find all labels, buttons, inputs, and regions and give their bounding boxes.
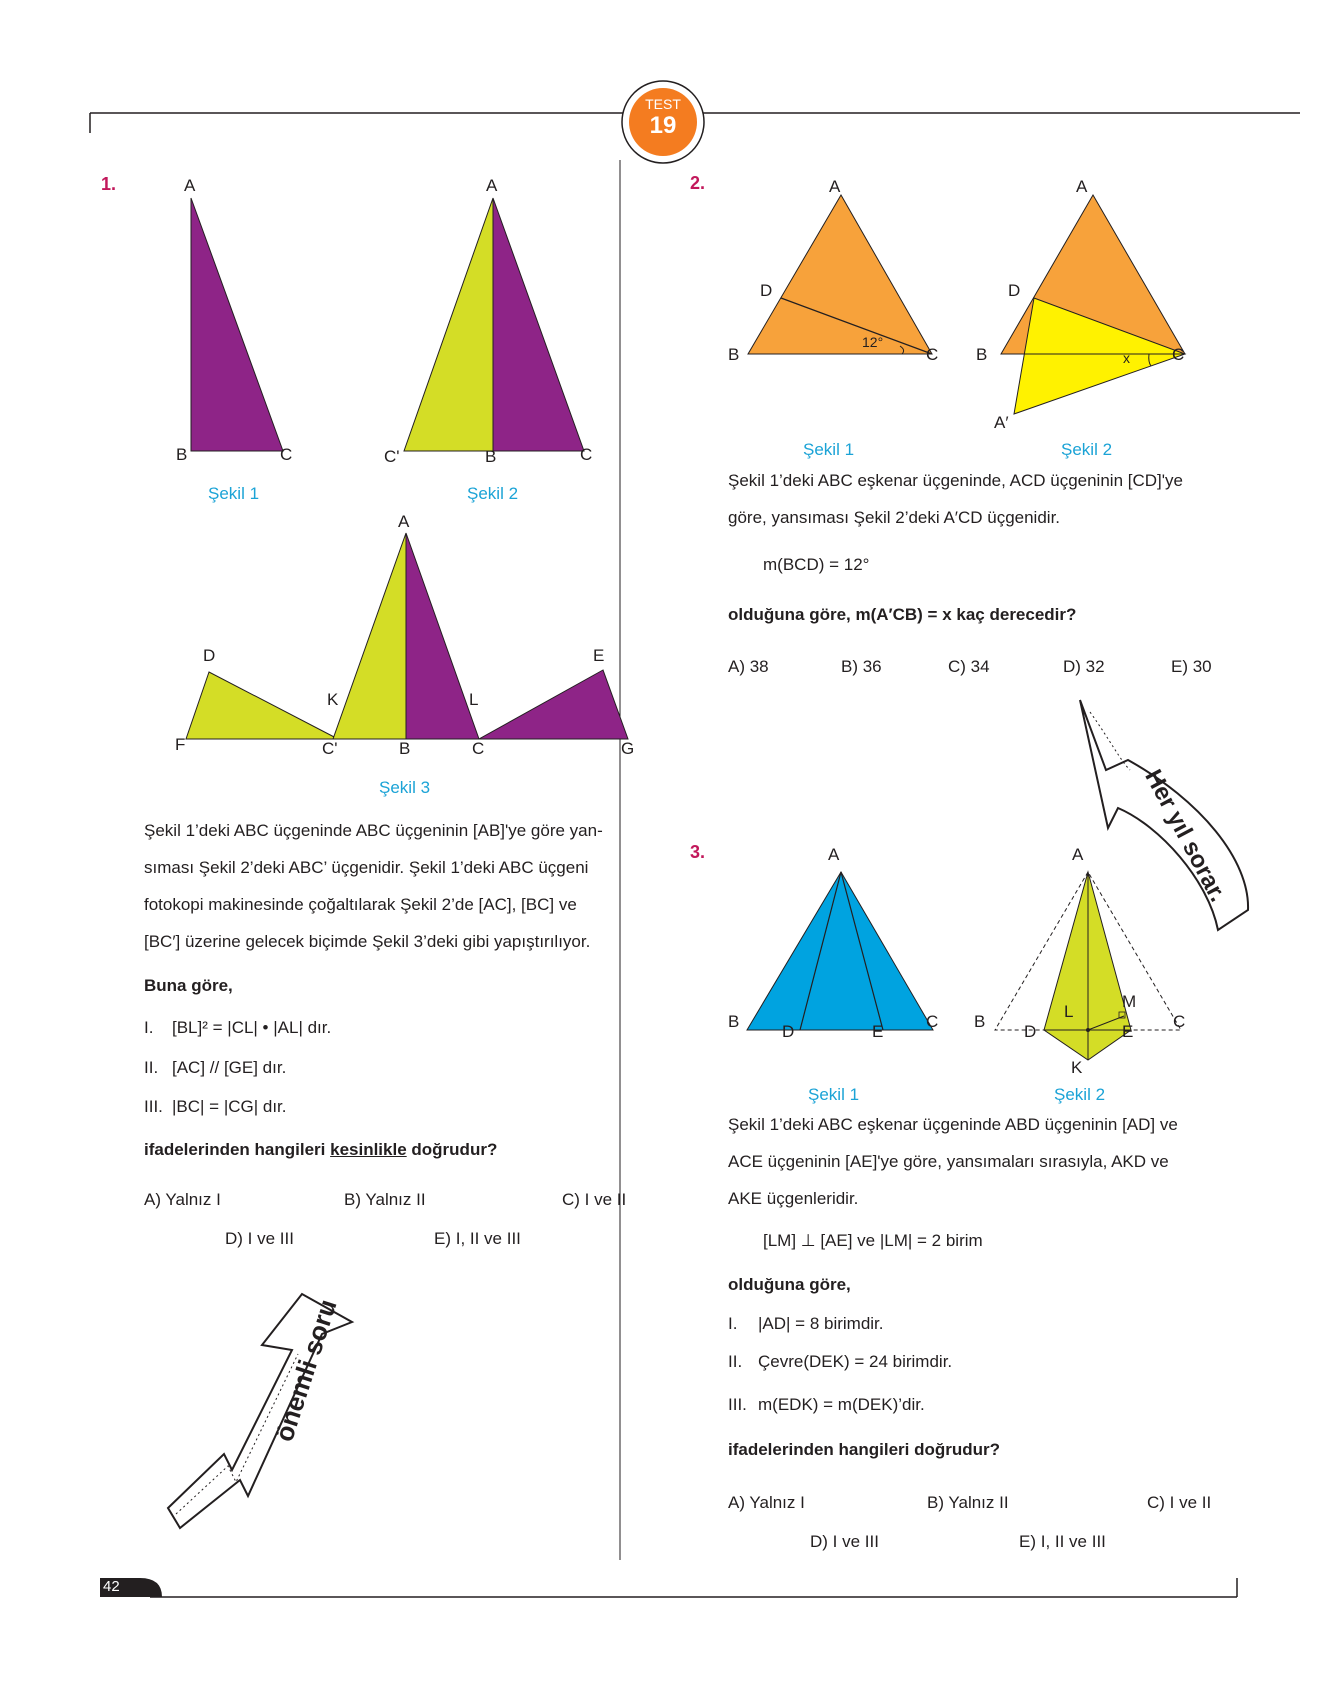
q2-option-a[interactable]: A) 38 [728, 657, 769, 676]
q2-text-line: göre, yansıması Şekil 2’deki A′CD üçgenidir. [728, 508, 1061, 527]
q2-given: m(BCD) = 12° [763, 555, 870, 574]
q1-question-pre: ifadelerinden hangileri [144, 1140, 326, 1159]
q1-statement-text: [AC] // [GE] dır. [172, 1058, 287, 1077]
q2-fig1-triangle [748, 195, 932, 354]
q1-fig3-label-k: K [327, 690, 339, 709]
q1-fig3-label-c: C [472, 739, 485, 758]
q1-text-line: Şekil 1’deki ABC üçgeninde ABC üçgeninin [AB]'ye göre yan- [144, 821, 603, 840]
q1-fig3-label-g: G [621, 739, 635, 758]
q2-fig2-label-ap: A′ [994, 413, 1009, 432]
q3-statement-roman: II. [728, 1352, 743, 1371]
q1-fig3-label-cp: C' [322, 739, 338, 758]
q3-statement-text: m(EDK) = m(DEK)’dir. [758, 1395, 925, 1414]
q3-fig1-label-b: B [728, 1012, 740, 1031]
q1-fig3-left-wing [186, 672, 338, 739]
q3-statement-text: Çevre(DEK) = 24 birimdir. [758, 1352, 953, 1371]
q1-statement-roman: III. [144, 1097, 163, 1116]
q1-paragraph [144, 812, 628, 960]
q2-fig1-caption: Şekil 1 [803, 440, 855, 459]
q1-statement-roman: II. [144, 1058, 159, 1077]
q2-fig2-label-b: B [976, 345, 988, 364]
q1-fig1-label-c: C [280, 445, 293, 464]
q1-statement-roman: I. [144, 1018, 154, 1037]
q2-badge-text: Her yıl sorar. [1139, 765, 1232, 907]
q1-fig1-label-a: A [184, 176, 196, 195]
q1-question-post: doğrudur? [411, 1140, 498, 1159]
q1-option-e[interactable]: E) I, II ve III [434, 1229, 521, 1248]
q1-option-b[interactable]: B) Yalnız II [344, 1190, 426, 1209]
q2-paragraph [728, 462, 1214, 536]
q3-fig2-label-d: D [1024, 1022, 1037, 1041]
q3-olduguna: olduğuna göre, [728, 1275, 851, 1294]
q3-number: 3. [690, 842, 706, 862]
q3-fig2-label-e: E [1122, 1022, 1134, 1041]
q1-fig2-label-c: C [580, 445, 593, 464]
q2-option-e[interactable]: E) 30 [1171, 657, 1212, 676]
q2-question: olduğuna göre, m(A′CB) = x kaç derecedir? [728, 605, 1077, 624]
test-number: 19 [649, 112, 677, 139]
q1-option-c[interactable]: C) I ve II [562, 1190, 627, 1209]
q2-option-d[interactable]: D) 32 [1063, 657, 1105, 676]
q3-fig1-triangle [747, 872, 933, 1030]
q3-paragraph [728, 1106, 1214, 1217]
q1-text-line: [BC′] üzerine gelecek biçimde Şekil 3’deki gibi yapıştırılıyor. [144, 932, 591, 951]
q1-fig3-right-wing [479, 670, 628, 739]
q3-statement-roman: I. [728, 1314, 738, 1333]
q3-fig2-label-l: L [1064, 1002, 1074, 1021]
q3-text-line: ACE üçgeninin [AE]'ye göre, yansımaları sırasıyla, AKD ve [728, 1152, 1169, 1171]
q3-fig2-point-l [1086, 1028, 1090, 1032]
q2-fig2-label-d: D [1008, 281, 1021, 300]
q1-text-line: sıması Şekil 2’deki ABC’ üçgenidir. Şekil 1’deki ABC üçgeni [144, 858, 589, 877]
q2-option-b[interactable]: B) 36 [841, 657, 882, 676]
q3-option-d[interactable]: D) I ve III [810, 1532, 879, 1551]
q1-statement-text: |BC| = |CG| dır. [172, 1097, 287, 1116]
q1-fig2-caption: Şekil 2 [467, 484, 519, 503]
q2-fig1-label-d: D [760, 281, 773, 300]
q2-option-c[interactable]: C) 34 [948, 657, 990, 676]
q1-option-a[interactable]: A) Yalnız I [144, 1190, 221, 1209]
q3-fig2-label-c: C [1173, 1012, 1186, 1031]
q1-fig1-triangle [191, 198, 283, 451]
q1-buna-gore: Buna göre, [144, 976, 233, 995]
q3-option-e[interactable]: E) I, II ve III [1019, 1532, 1106, 1551]
q1-fig3-label-a: A [398, 512, 410, 531]
q3-option-c[interactable]: C) I ve II [1147, 1493, 1212, 1512]
q1-statement-text: [BL]² = |CL| • |AL| dır. [172, 1018, 332, 1037]
q2-fig2-caption: Şekil 2 [1061, 440, 1113, 459]
q3-option-a[interactable]: A) Yalnız I [728, 1493, 805, 1512]
q2-fig1-label-c: C [926, 345, 939, 364]
q1-question-emphasis: kesinlikle [330, 1140, 407, 1159]
q3-fig1-label-d: D [782, 1022, 795, 1041]
q1-fig1-label-b: B [176, 445, 188, 464]
q1-badge-text: önemli soru [268, 1295, 343, 1446]
q3-fig1-caption: Şekil 1 [808, 1085, 860, 1104]
q2-fig1-label-a: A [829, 177, 841, 196]
q1-number: 1. [101, 174, 117, 194]
q1-fig1-caption: Şekil 1 [208, 484, 260, 503]
q1-question [144, 1140, 497, 1160]
q3-question: ifadelerinden hangileri doğrudur? [728, 1440, 1001, 1459]
q3-text-line: AKE üçgenleridir. [728, 1189, 859, 1208]
q2-number: 2. [690, 173, 706, 193]
q3-given: [LM] ⊥ [AE] ve |LM| = 2 birim [763, 1231, 983, 1250]
q3-fig2-label-b: B [974, 1012, 986, 1031]
q1-fig3-label-f: F [175, 735, 186, 754]
q3-fig2-label-k: K [1071, 1058, 1083, 1077]
q2-text-line: Şekil 1’deki ABC eşkenar üçgeninde, ACD üçgeninin [CD]'ye [728, 471, 1183, 490]
q3-statement-roman: III. [728, 1395, 747, 1414]
q2-fig2-label-a: A [1076, 177, 1088, 196]
page-number: 42 [103, 1578, 120, 1595]
q1-fig3-caption: Şekil 3 [379, 778, 431, 797]
q1-fig3-label-d: D [203, 646, 216, 665]
test-label: TEST [645, 96, 681, 112]
q3-text-line: Şekil 1’deki ABC eşkenar üçgeninde ABD üçgeninin [AD] ve [728, 1115, 1178, 1134]
q1-text-line: fotokopi makinesinde çoğaltılarak Şekil 2’de [AC], [BC] ve [144, 895, 577, 914]
q1-fig3-label-e: E [593, 646, 605, 665]
q2-fig2-label-c: C [1172, 345, 1185, 364]
q1-fig2-left-triangle [404, 198, 493, 451]
q3-fig2-caption: Şekil 2 [1054, 1085, 1106, 1104]
q3-statement-text: |AD| = 8 birimdir. [758, 1314, 884, 1333]
q3-fig1-label-e: E [872, 1022, 884, 1041]
q1-fig3-label-b: B [399, 739, 411, 758]
q1-fig2-label-b: B [485, 447, 497, 466]
q2-fig2-angle-x: x [1123, 350, 1130, 366]
q1-fig3-label-l: L [469, 690, 479, 709]
q3-fig2-label-m: M [1122, 992, 1137, 1011]
q2-fig1-label-b: B [728, 345, 740, 364]
q1-fig2-label-a: A [486, 176, 498, 195]
q1-fig2-right-triangle [493, 198, 584, 451]
q1-option-d[interactable]: D) I ve III [225, 1229, 294, 1248]
q3-fig2-label-a: A [1072, 845, 1084, 864]
q3-fig1-label-a: A [828, 845, 840, 864]
q3-fig1-label-c: C [926, 1012, 939, 1031]
q2-fig1-angle: 12° [862, 334, 884, 350]
q3-option-b[interactable]: B) Yalnız II [927, 1493, 1009, 1512]
q1-fig3-left-triangle [333, 533, 406, 739]
q1-fig2-label-cp: C' [384, 447, 400, 466]
